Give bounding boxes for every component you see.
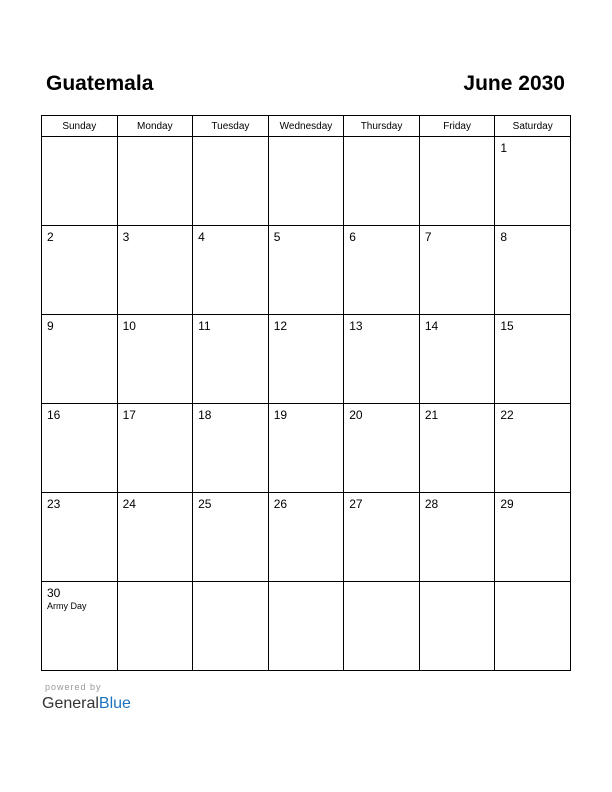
day-number [420, 582, 495, 586]
day-cell [268, 493, 344, 582]
day-cell [495, 404, 571, 493]
weekday-friday: Friday [419, 116, 495, 137]
week-row [42, 137, 571, 226]
day-cell [268, 315, 344, 404]
day-number: 13 [349, 319, 363, 333]
day-number: 26 [273, 497, 288, 511]
powered-by-text: powered by [45, 682, 102, 692]
day-cell [117, 404, 193, 493]
day-cell [117, 226, 193, 315]
weekday-wednesday: Wednesday [268, 116, 344, 137]
day-number: 27 [349, 497, 363, 511]
day-number: 20 [349, 408, 363, 422]
weekday-tuesday: Tuesday [193, 116, 269, 137]
day-cell [268, 137, 344, 226]
day-number [42, 137, 117, 141]
brand-general-text: General [42, 695, 99, 712]
day-cell [42, 404, 118, 493]
day-number: 7 [424, 230, 432, 244]
day-cell [419, 315, 495, 404]
day-number: 3 [122, 230, 130, 244]
day-number: 11 [198, 319, 211, 333]
month-year-title: June 2030 [463, 72, 565, 95]
day-number: 21 [424, 408, 439, 422]
day-number: 16 [47, 408, 61, 422]
day-number: 10 [122, 319, 136, 333]
day-number: 28 [424, 497, 439, 511]
day-cell [344, 404, 420, 493]
day-cell [193, 493, 269, 582]
day-cell [268, 226, 344, 315]
day-cell [495, 315, 571, 404]
day-number [344, 582, 419, 586]
day-number: 4 [198, 230, 205, 244]
day-cell [193, 137, 269, 226]
day-cell [268, 404, 344, 493]
day-number: 1 [500, 141, 508, 155]
day-number [118, 582, 193, 586]
day-cell [495, 226, 571, 315]
day-cell [419, 226, 495, 315]
day-number [420, 137, 495, 141]
day-number: 23 [47, 497, 61, 511]
generalblue-logo[interactable] [42, 694, 131, 714]
day-cell [42, 493, 118, 582]
weekday-saturday: Saturday [495, 116, 571, 137]
day-number: 12 [273, 319, 288, 333]
day-cell [344, 582, 420, 671]
day-cell [495, 493, 571, 582]
day-number [118, 137, 193, 141]
day-cell [344, 493, 420, 582]
day-number [193, 582, 268, 586]
day-number: 29 [500, 497, 514, 511]
day-cell [419, 493, 495, 582]
day-cell [193, 582, 269, 671]
day-cell [42, 582, 118, 671]
day-number: 19 [273, 408, 288, 422]
day-number: 25 [198, 497, 212, 511]
day-cell [419, 404, 495, 493]
day-cell [42, 315, 118, 404]
day-number: 17 [122, 408, 136, 422]
day-number: 22 [500, 408, 514, 422]
day-cell [344, 226, 420, 315]
day-number [344, 137, 419, 141]
week-row [42, 226, 571, 315]
day-cell [193, 315, 269, 404]
day-number: 2 [47, 230, 54, 244]
day-number [269, 582, 344, 586]
brand-blue-text: Blue [98, 695, 131, 712]
day-cell [495, 137, 571, 226]
day-cell [344, 315, 420, 404]
day-number [193, 137, 268, 141]
weekday-sunday: Sunday [42, 116, 118, 137]
day-cell [117, 137, 193, 226]
day-cell [42, 137, 118, 226]
day-cell [117, 582, 193, 671]
day-number: 14 [424, 319, 439, 333]
day-number: 24 [122, 497, 136, 511]
day-cell [117, 315, 193, 404]
day-number: 5 [273, 230, 281, 244]
week-row [42, 582, 571, 671]
day-cell [42, 226, 118, 315]
calendar-grid [41, 115, 571, 671]
day-cell [495, 582, 571, 671]
weekday-header-row [42, 116, 571, 137]
day-cell [344, 137, 420, 226]
day-number: 15 [500, 319, 514, 333]
day-number: 18 [198, 408, 212, 422]
day-number: 9 [47, 319, 54, 333]
day-number [269, 137, 344, 141]
week-row [42, 493, 571, 582]
day-cell [117, 493, 193, 582]
day-cell [193, 404, 269, 493]
week-row [42, 404, 571, 493]
day-cell [268, 582, 344, 671]
day-number: 8 [500, 230, 508, 244]
country-title: Guatemala [46, 72, 154, 95]
week-row [42, 315, 571, 404]
day-number: 6 [349, 230, 356, 244]
day-cell [193, 226, 269, 315]
day-cell [419, 137, 495, 226]
weekday-monday: Monday [117, 116, 193, 137]
holiday-label: Army Day [47, 601, 87, 611]
weekday-thursday: Thursday [344, 116, 420, 137]
day-number: 30 [47, 586, 61, 600]
day-cell [419, 582, 495, 671]
day-number [495, 582, 570, 586]
